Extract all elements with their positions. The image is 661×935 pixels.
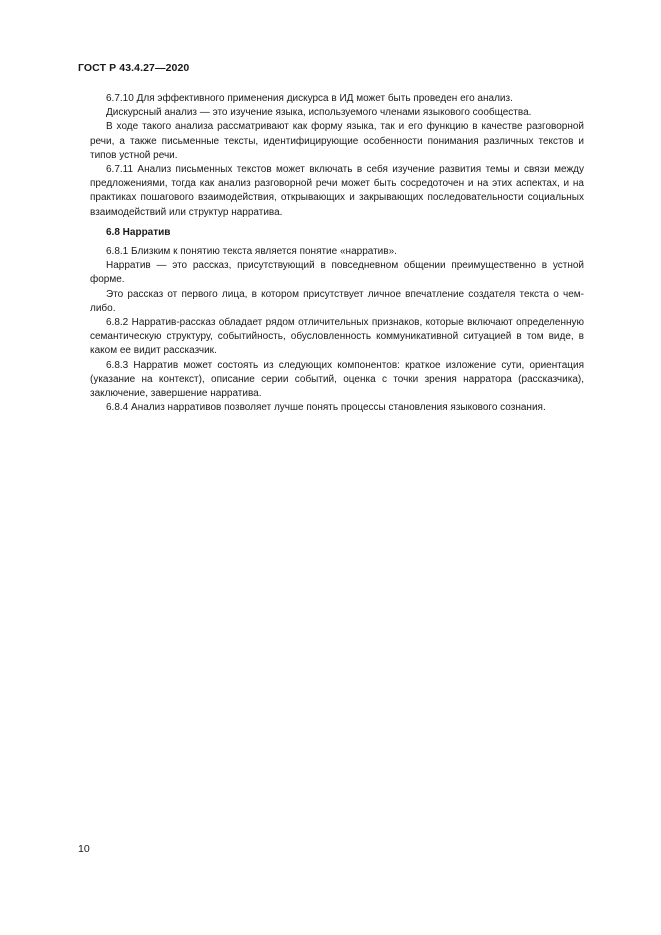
paragraph-6-7-11: 6.7.11 Анализ письменных текстов может включать в себя изучение развития темы и связи между предложениями, тогда как анализ разговорной речи может быть сосредоточен и на этих аспектах, и на практиках пошагового взаимодействия, открывающих и закрывающих последовательности социальных взаимодействий или структур нарратива. xyxy=(90,164,584,218)
paragraph-6-8-4: 6.8.4 Анализ нарративов позволяет лучше понять процессы становления языкового сознания. xyxy=(106,402,546,414)
document-body xyxy=(90,92,584,415)
paragraph-narrative-definition: Нарратив — это рассказ, присутствующий в повседневном общении преимущественно в устной форме. xyxy=(90,260,584,286)
paragraph-first-person-story: Это рассказ от первого лица, в котором присутствует личное впечатление создателя текста о чем-либо. xyxy=(90,288,584,314)
section-title-6-8: 6.8 Нарратив xyxy=(106,226,171,238)
page-number: 10 xyxy=(78,843,90,855)
paragraph-discourse-analysis-definition: Дискурсный анализ — это изучение языка, используемого членами языкового сообщества. xyxy=(106,107,532,119)
paragraph-6-8-2: 6.8.2 Нарратив-рассказ обладает рядом отличительных признаков, которые включают определенную семантическую структуру, событийность, обусловленность коммуникативной ситуацией в том виде, в каком ее видит рассказчик. xyxy=(90,317,584,357)
paragraph-6-8-3: 6.8.3 Нарратив может состоять из следующих компонентов: краткое изложение сути, ориентация (указание на контекст), описание серии событий, оценка с точки зрения нарратора (рассказчика), заключение, завершение нарратива. xyxy=(90,359,584,400)
paragraph-analysis-scope: В ходе такого анализа рассматривают как форму языка, так и его функцию в качестве разговорной речи, а также письменные тексты, идентифицирующие особенности понимания различных текстов и типов устной речи. xyxy=(90,121,584,161)
document-header: ГОСТ Р 43.4.27—2020 xyxy=(78,62,190,74)
paragraph-6-8-1: 6.8.1 Близким к понятию текста является понятие «нарратив». xyxy=(106,246,397,258)
paragraph-6-7-10: 6.7.10 Для эффективного применения дискурса в ИД может быть проведен его анализ. xyxy=(106,93,513,104)
